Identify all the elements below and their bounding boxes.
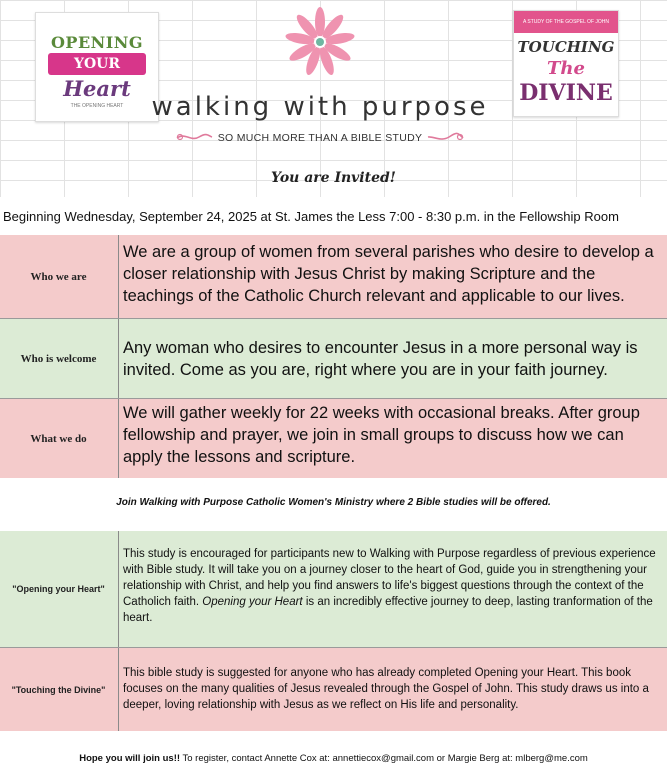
- footer-contact: To register, contact Annette Cox at: annettiecox@gmail.com or Margie Berg at: mlberg@me.com: [180, 753, 588, 764]
- registration-footer: [0, 753, 667, 764]
- row-label: Who is welcome: [20, 352, 97, 365]
- book-top-text: A STUDY OF THE GOSPEL OF JOHN: [522, 19, 610, 25]
- schedule-line: Beginning Wednesday, September 24, 2025 at St. James the Less 7:00 - 8:30 p.m. in the Fellowship Room: [3, 209, 619, 224]
- row-text: Any woman who desires to encounter Jesus in a more personal way is invited. Come as you are, right where you are in your faith journey.: [118, 319, 667, 398]
- book-top-band: [514, 11, 618, 33]
- row-label: Who we are: [30, 270, 87, 283]
- info-row-who-we-are: [0, 235, 667, 319]
- study-text: [118, 531, 667, 647]
- tagline-row: [175, 128, 465, 148]
- book-title-line2: The: [547, 58, 585, 79]
- book-title-line3: DIVINE: [519, 80, 613, 106]
- study-text: This bible study is suggested for anyone who has already completed Opening your Heart. This book focuses on the many qualities of Jesus revealed through the Gospel of John. This study draws us into a deeper, loving relationship with Jesus as we reflect on His life and personality.: [118, 648, 667, 731]
- footer-bold: Hope you will join us!!: [79, 753, 181, 764]
- info-row-what-we-do: [0, 399, 667, 478]
- study-label: "Opening your Heart": [12, 584, 105, 594]
- study-label: "Touching the Divine": [11, 684, 106, 695]
- invitation-heading: You are Invited!: [271, 170, 396, 186]
- row-label: What we do: [30, 432, 87, 445]
- book-title-line1: OPENING: [50, 33, 144, 52]
- flower-logo-icon: [282, 4, 358, 80]
- study-text-part: is an incredibly effective journey to deep, lasting tranformation of the heart.: [123, 596, 653, 624]
- book-subtitle: THE OPENING HEART: [70, 103, 124, 109]
- book-title-line2: YOUR: [73, 56, 121, 72]
- book-title-line3: Heart: [63, 76, 131, 101]
- study-row-opening-your-heart: [0, 531, 667, 648]
- tagline: SO MUCH MORE THAN A BIBLE STUDY: [217, 132, 423, 144]
- row-text: We will gather weekly for 22 weeks with occasional breaks. After group fellowship and prayer, we join in small groups to discuss how we can apply the lessons and scripture.: [118, 399, 667, 478]
- info-row-who-is-welcome: [0, 319, 667, 399]
- study-text-part: This study is encouraged for participants new to Walking with Purpose regardless of previous experience with Bible study. It will take you on a journey closer to the heart of God, guide you in strengthening your relationship with Christ, and help you find answers to life's biggest questions through the context of the Catholich faith.: [123, 548, 656, 608]
- book-title-line1: TOUCHING: [517, 38, 615, 56]
- right-swirl-icon: [427, 130, 465, 144]
- study-row-touching-the-divine: [0, 648, 667, 731]
- join-line: Join Walking with Purpose Catholic Women's Ministry where 2 Bible studies will be offered.: [116, 497, 551, 508]
- brand-name: walking with purpose: [151, 92, 489, 122]
- study-title-italic: Opening your Heart: [202, 596, 303, 608]
- row-text: We are a group of women from several parishes who desire to develop a closer relationship with Jesus Christ by making Scripture and the teachings of the Catholic Church relevant and applicable to our lives.: [118, 235, 667, 318]
